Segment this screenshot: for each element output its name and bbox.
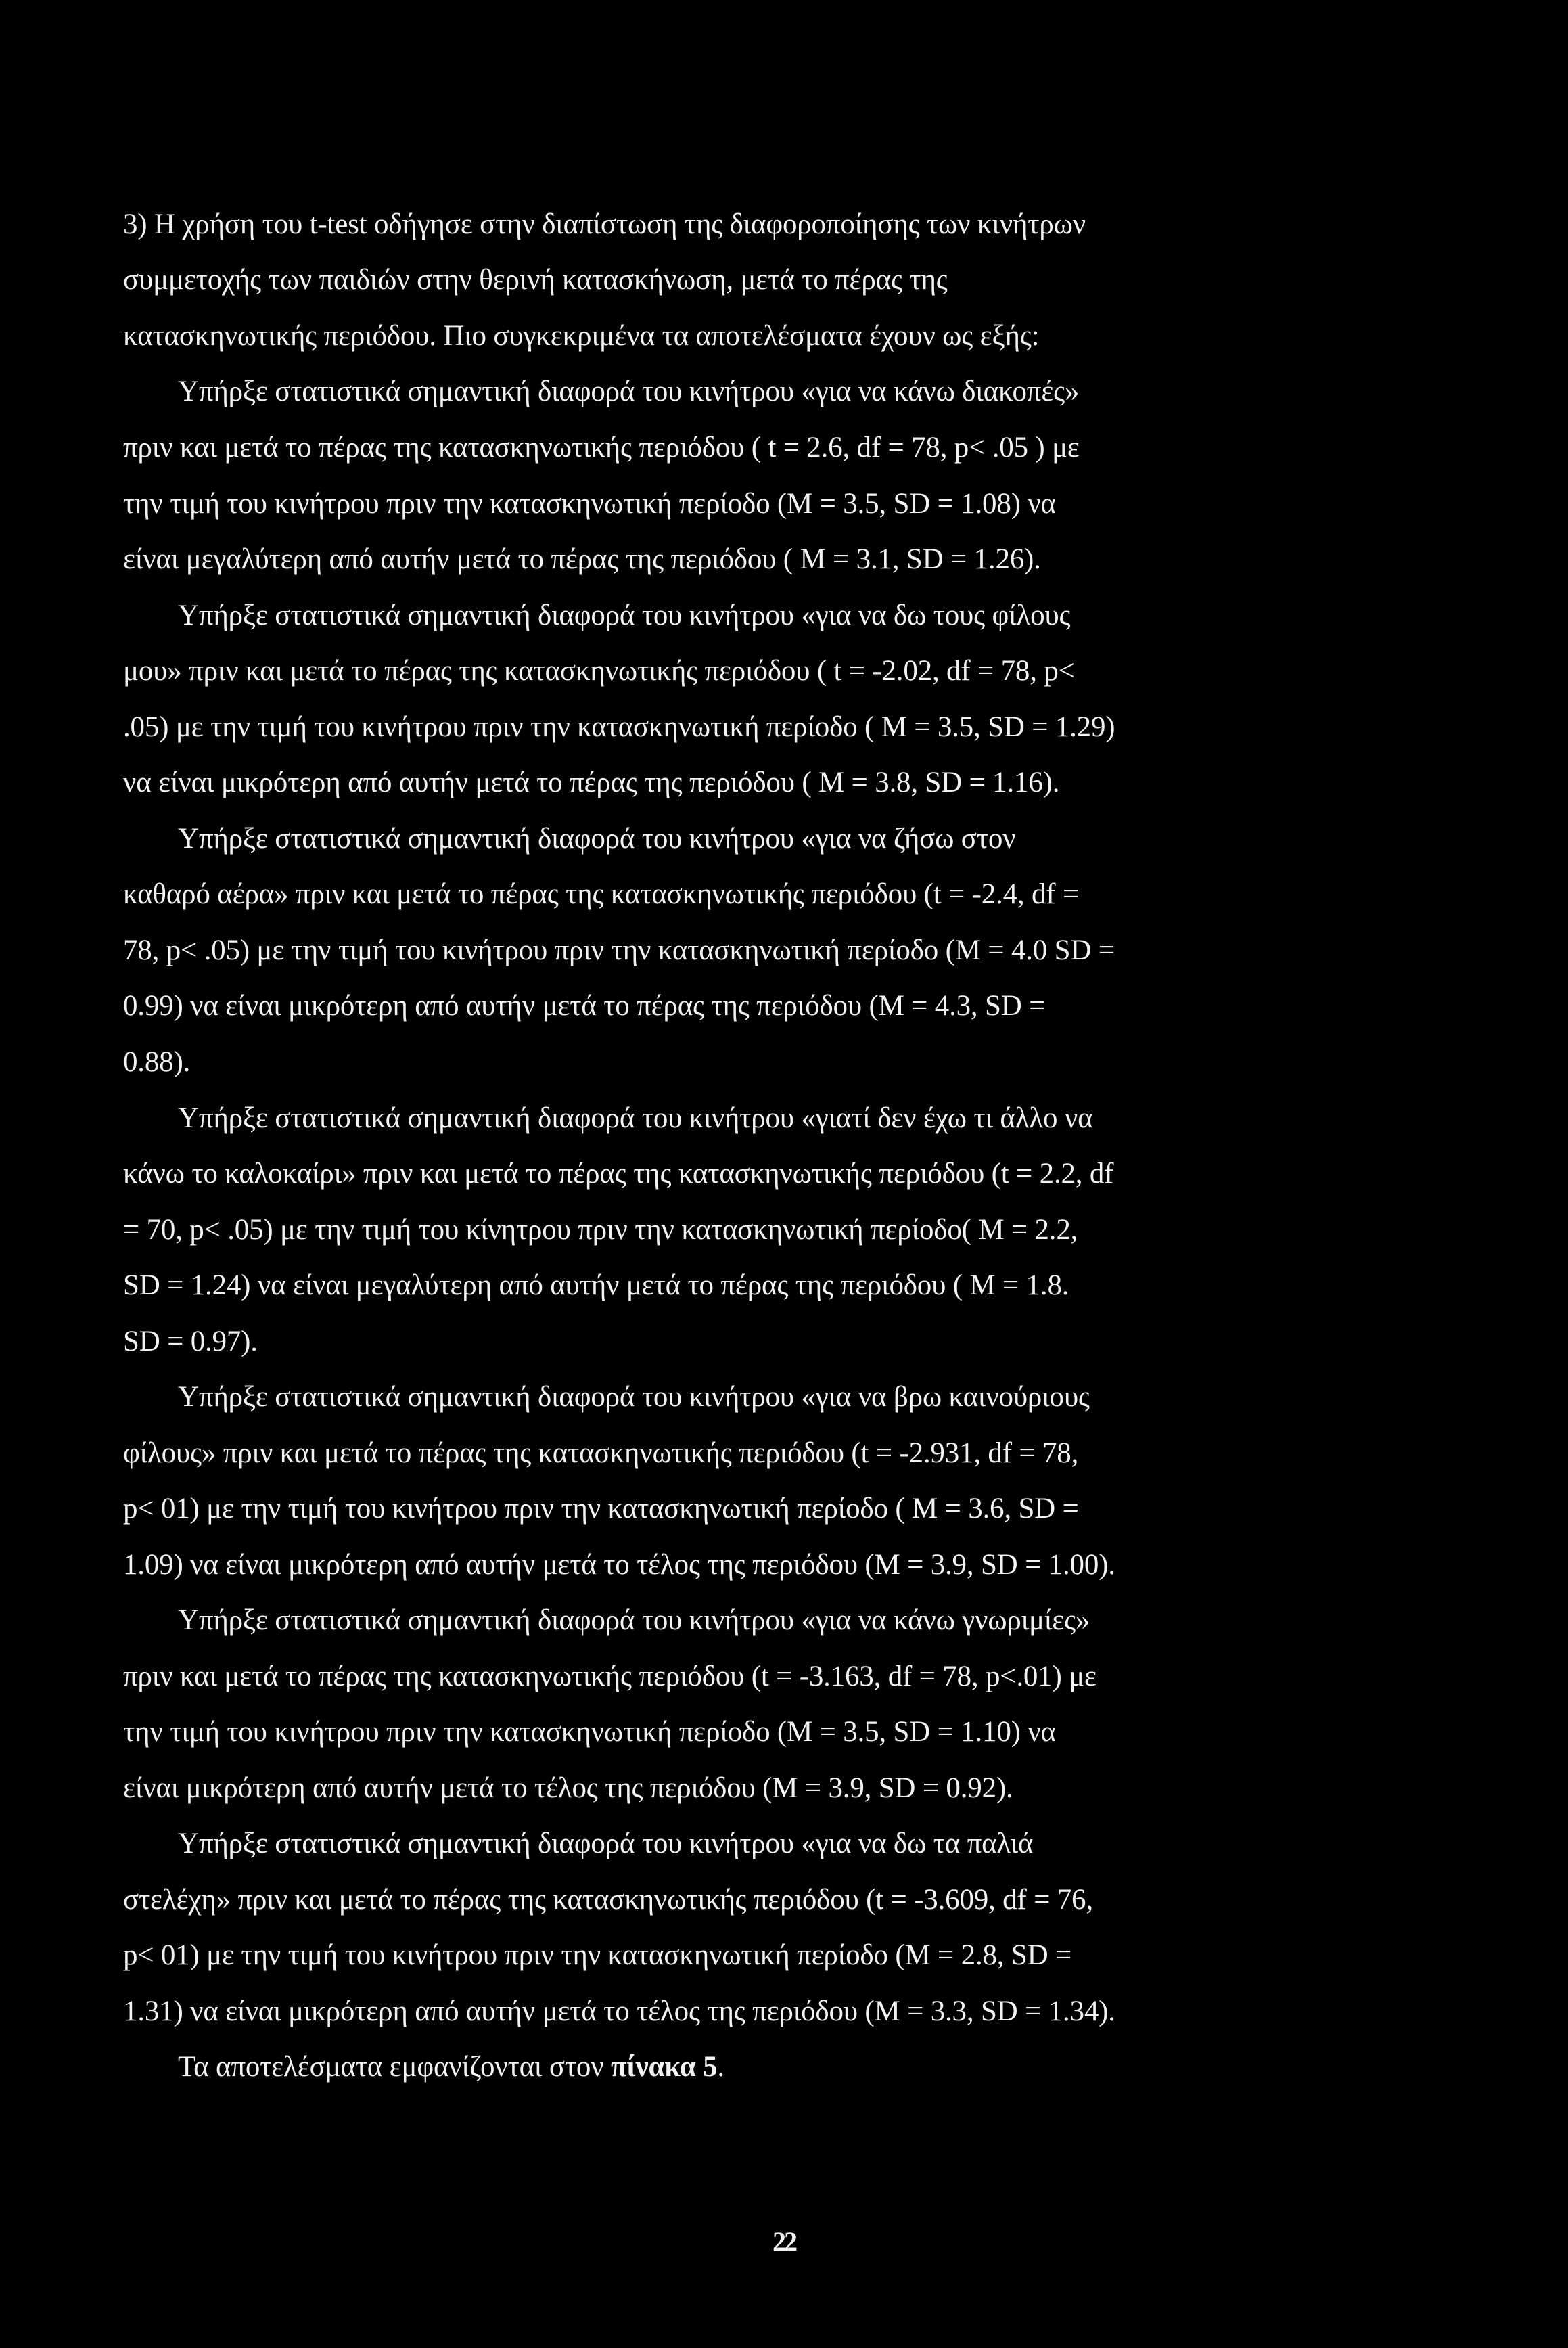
text-line <box>123 1313 1435 1370</box>
text-line <box>123 1257 1435 1314</box>
text-line <box>178 811 1490 867</box>
line-text: κάνω το καλοκαίρι» πριν και μετά το πέρας της κατασκηνωτικής περιόδου (t = 2.2, df <box>123 1158 1114 1190</box>
line-text: Υπήρξε στατιστικά σημαντική διαφορά του κινήτρου «για να βρω καινούριους <box>178 1381 1090 1413</box>
line-text: 0.88). <box>123 1046 191 1078</box>
text-line <box>123 643 1435 700</box>
line-text: 0.99) να είναι μικρότερη από αυτήν μετά το πέρας της περιόδου (Μ = 4.3, SD = <box>123 990 1046 1022</box>
text-line <box>123 1872 1435 1928</box>
text-line <box>123 1425 1435 1482</box>
line-text: να είναι μικρότερη από αυτήν μετά το πέρας της περιόδου ( Μ = 3.8, SD = 1.16). <box>123 767 1060 798</box>
line-text-end: . <box>717 2051 724 2083</box>
line-text: καθαρό αέρα» πριν και μετά το πέρας της κατασκηνωτικής περιόδου (t = -2.4, df = <box>123 878 1080 910</box>
line-text: συμμετοχής των παιδιών στην θερινή κατασκήνωση, μετά το πέρας της <box>123 264 948 296</box>
line-text: φίλους» πριν και μετά το πέρας της κατασκηνωτικής περιόδου (t = -2.931, df = 78, <box>123 1437 1079 1469</box>
text-line <box>123 1704 1435 1761</box>
text-line <box>123 196 1435 253</box>
text-line <box>123 252 1435 309</box>
text-line <box>178 1592 1490 1649</box>
line-text: Υπήρξε στατιστικά σημαντική διαφορά του κινήτρου «για να κάνω γνωριμίες» <box>178 1604 1090 1636</box>
line-text: SD = 0.97). <box>123 1326 258 1357</box>
text-line <box>178 1090 1490 1147</box>
line-text: πριν και μετά το πέρας της κατασκηνωτικής περιόδου ( t = 2.6, df = 78, p< .05 ) με <box>123 432 1080 464</box>
line-text: Υπήρξε στατιστικά σημαντική διαφορά του κινήτρου «για να δω τους φίλους <box>178 600 1071 631</box>
section-number: 3) <box>123 208 154 240</box>
line-text: κατασκηνωτικής περιόδου. Πιο συγκεκριμένα τα αποτελέσματα έχουν ως εξής: <box>123 320 1040 352</box>
line-text: p< 01) με την τιμή του κινήτρου πριν την κατασκηνωτική περίοδο (Μ = 2.8, SD = <box>123 1939 1072 1971</box>
line-text: Υπήρξε στατιστικά σημαντική διαφορά του κινήτρου «γιατί δεν έχω τι άλλο να <box>178 1102 1093 1134</box>
text-line <box>123 1983 1435 2040</box>
page-number: 22 <box>773 2226 795 2257</box>
text-line <box>178 1815 1490 1872</box>
text-line <box>178 363 1490 420</box>
line-text: είναι μικρότερη από αυτήν μετά το τέλος της περιόδου (Μ = 3.9, SD = 0.92). <box>123 1772 1013 1804</box>
line-text: = 70, p< .05) με την τιμή του κίνητρου πριν την κατασκηνωτική περίοδο( Μ = 2.2, <box>123 1214 1078 1246</box>
text-line <box>123 922 1435 979</box>
table-reference: πίνακα 5 <box>611 2051 718 2083</box>
text-line <box>123 308 1435 365</box>
text-line <box>123 978 1435 1035</box>
line-text: μου» πριν και μετά το πέρας της κατασκηνωτικής περιόδου ( t = -2.02, df = 78, p< <box>123 655 1075 687</box>
text-line <box>178 2039 1490 2096</box>
text-line <box>178 587 1490 644</box>
text-line <box>178 1369 1490 1426</box>
line-text: SD = 1.24) να είναι μεγαλύτερη από αυτήν μετά το πέρας της περιόδου ( Μ = 1.8. <box>123 1269 1069 1301</box>
line-text: 1.31) να είναι μικρότερη από αυτήν μετά το τέλος της περιόδου (Μ = 3.3, SD = 1.34). <box>123 1995 1115 2027</box>
text-line <box>123 476 1435 533</box>
line-text: την τιμή του κινήτρου πριν την κατασκηνωτική περίοδο (Μ = 3.5, SD = 1.08) να <box>123 488 1056 520</box>
line-text: στελέχη» πριν και μετά το πέρας της κατασκηνωτικής περιόδου (t = -3.609, df = 76, <box>123 1884 1093 1916</box>
line-text: p< 01) με την τιμή του κινήτρου πριν την κατασκηνωτική περίοδο ( Μ = 3.6, SD = <box>123 1493 1079 1525</box>
text-line <box>123 866 1435 923</box>
text-line <box>123 699 1435 756</box>
line-text: Υπήρξε στατιστικά σημαντική διαφορά του κινήτρου «για να ζήσω στον <box>178 823 1016 855</box>
line-text: την τιμή του κινήτρου πριν την κατασκηνωτική περίοδο (Μ = 3.5, SD = 1.10) να <box>123 1716 1056 1748</box>
text-line <box>123 1146 1435 1202</box>
line-text: 78, p< .05) με την τιμή του κινήτρου πριν την κατασκηνωτική περίοδο (Μ = 4.0 SD = <box>123 934 1115 966</box>
line-text: .05) με την τιμή του κινήτρου πριν την κατασκηνωτική περίοδο ( Μ = 3.5, SD = 1.29) <box>123 711 1115 743</box>
line-text: Υπήρξε στατιστικά σημαντική διαφορά του κινήτρου «για να κάνω διακοπές» <box>178 376 1080 407</box>
text-line <box>123 1481 1435 1537</box>
line-text: Η χρήση του t-test οδήγησε στην διαπίστωση της διαφοροποίησης των κινήτρων <box>154 208 1086 240</box>
text-line <box>123 1927 1435 1984</box>
line-text: 1.09) να είναι μικρότερη από αυτήν μετά το τέλος της περιόδου (Μ = 3.9, SD = 1.00). <box>123 1549 1115 1581</box>
line-text: Υπήρξε στατιστικά σημαντική διαφορά του κινήτρου «για να δω τα παλιά <box>178 1828 1034 1859</box>
text-line <box>123 1034 1435 1091</box>
line-text: Τα αποτελέσματα εμφανίζονται στον <box>178 2051 611 2083</box>
line-text: πριν και μετά το πέρας της κατασκηνωτικής περιόδου (t = -3.163, df = 78, p<.01) με <box>123 1661 1097 1692</box>
text-line <box>123 1648 1435 1705</box>
text-line <box>123 531 1435 588</box>
text-line <box>123 1202 1435 1259</box>
text-line <box>123 1760 1435 1817</box>
text-line <box>123 420 1435 476</box>
text-line <box>123 754 1435 811</box>
line-text: είναι μεγαλύτερη από αυτήν μετά το πέρας της περιόδου ( Μ = 3.1, SD = 1.26). <box>123 543 1041 575</box>
text-line <box>123 1537 1435 1594</box>
